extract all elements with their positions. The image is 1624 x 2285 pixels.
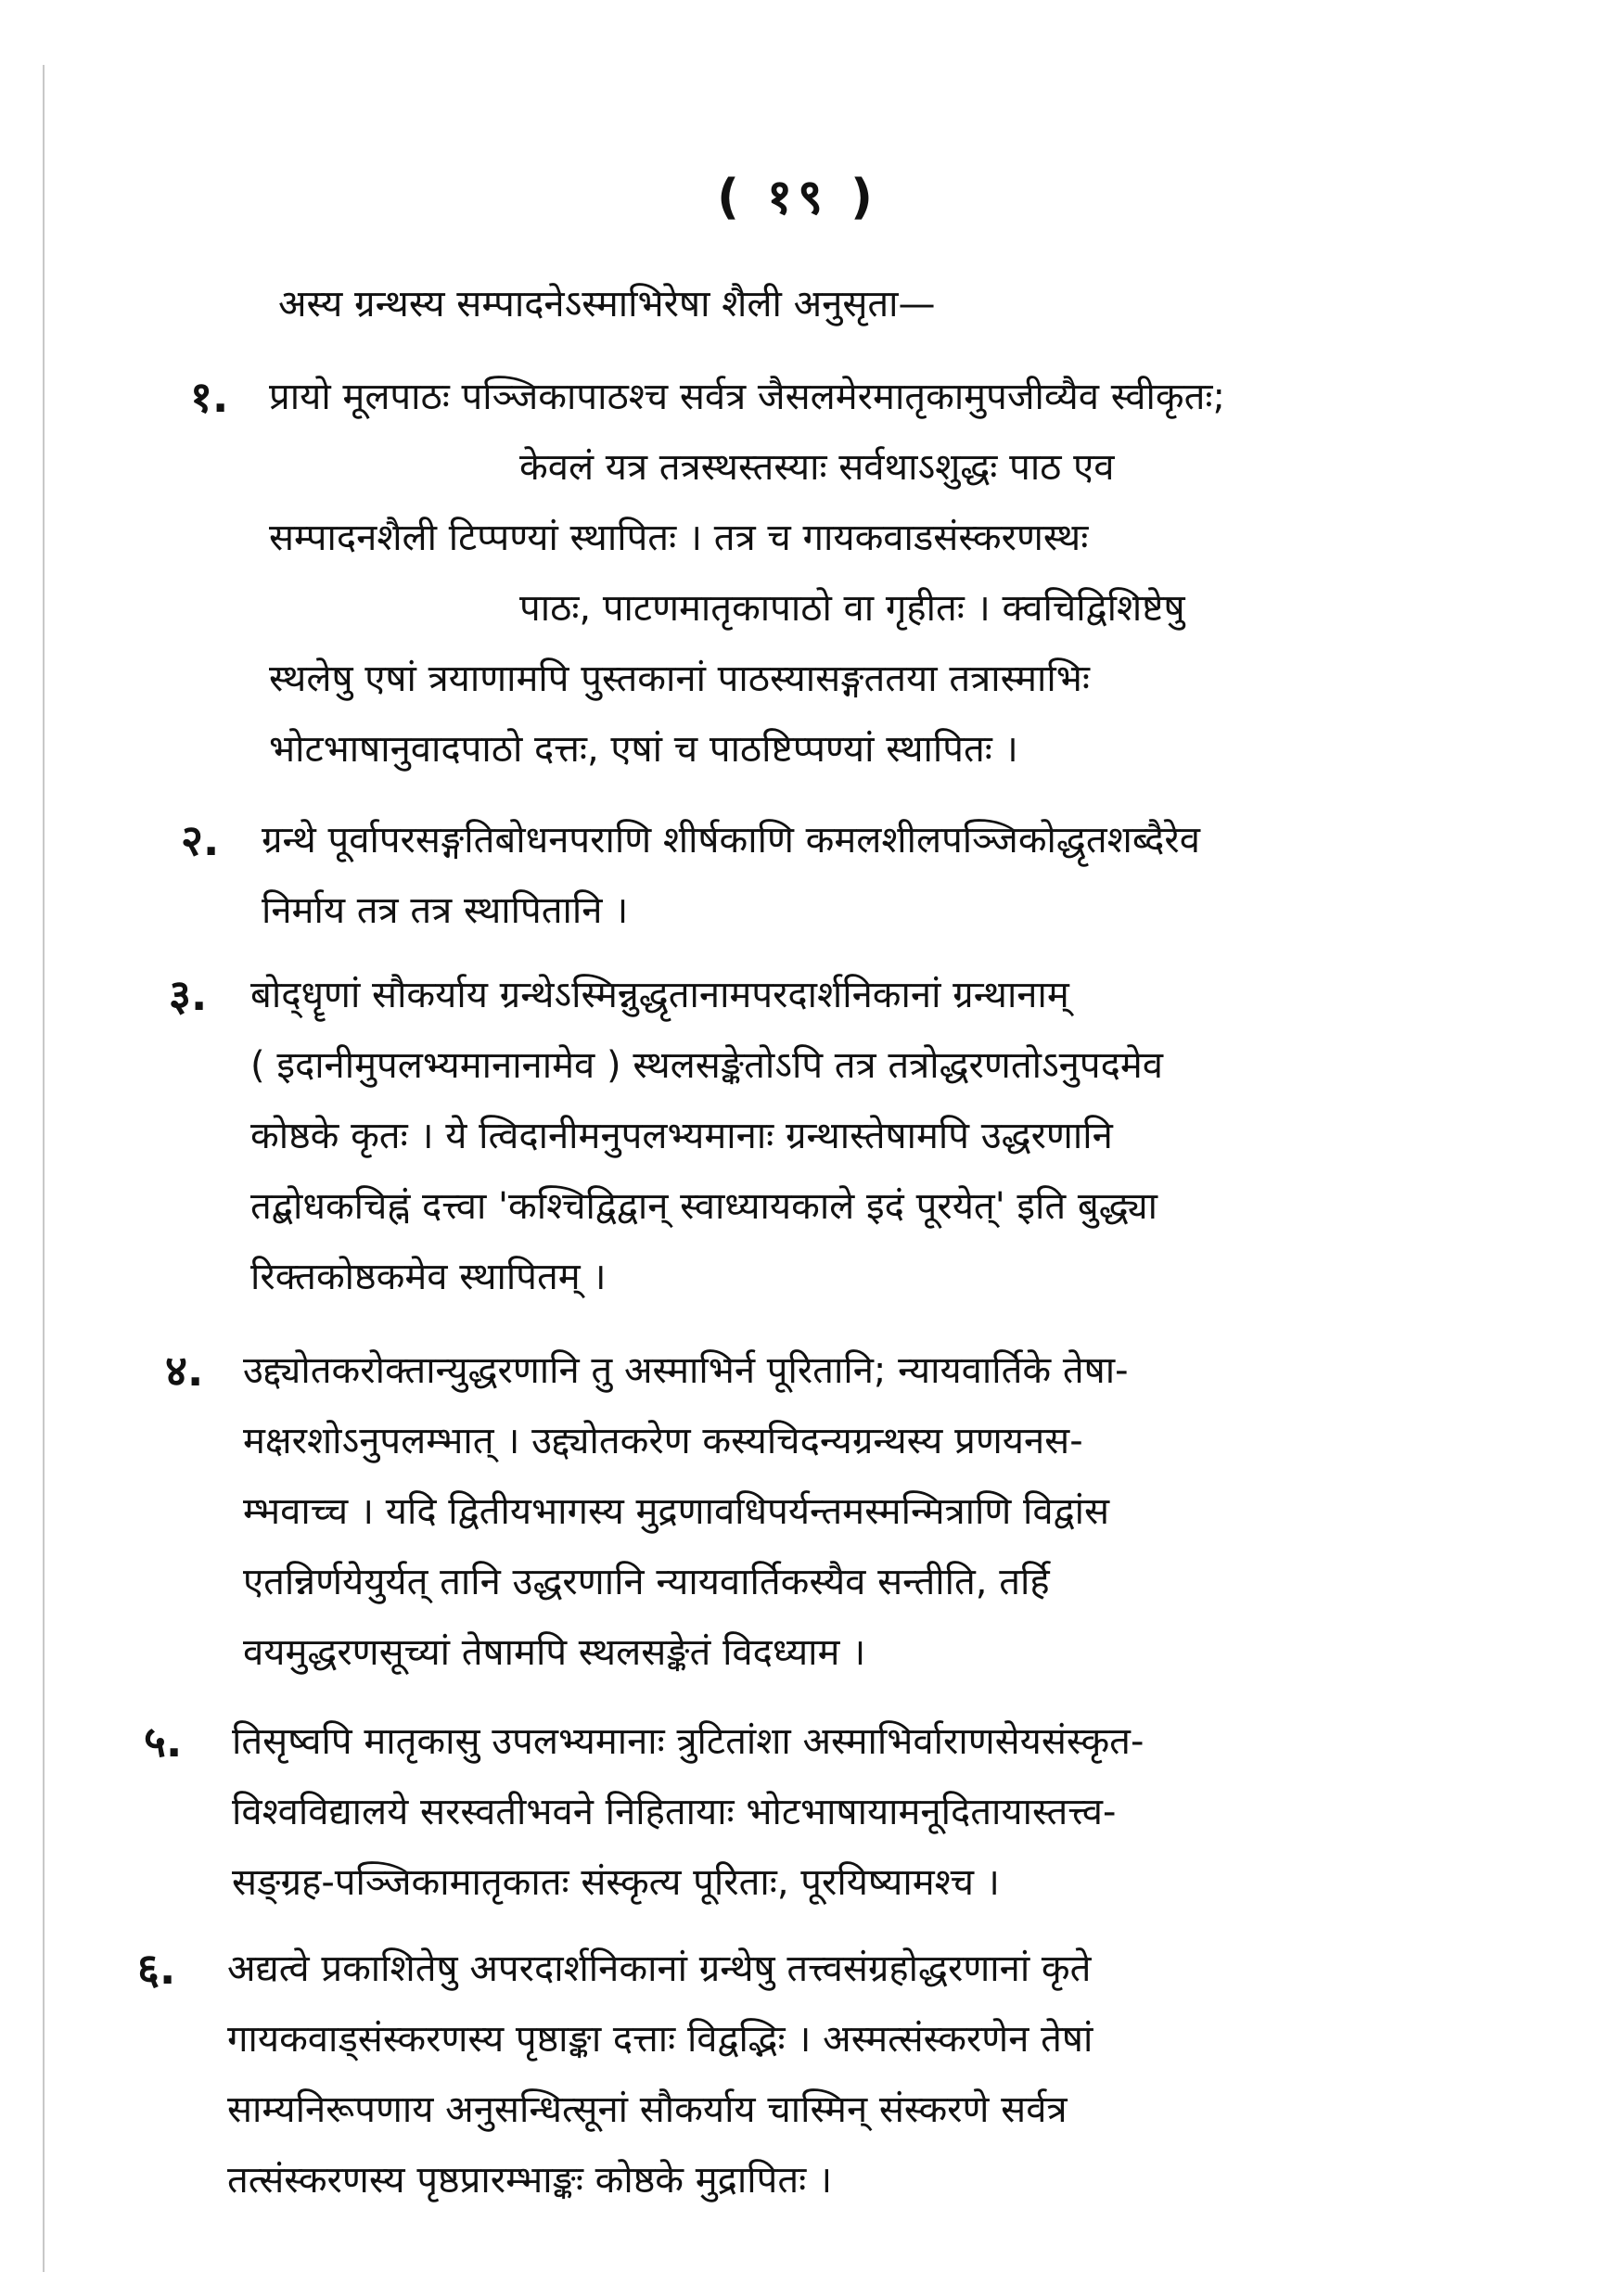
text-line: अद्यत्वे प्रकाशितेषु अपरदार्शनिकानां ग्रन्थेषु तत्त्वसंग्रहोद्धरणानां कृते bbox=[227, 1947, 1092, 1990]
item-text bbox=[227, 1934, 1312, 2215]
item-number: ५. bbox=[144, 1717, 183, 1767]
text-line: उद्द्योतकरोक्तान्युद्धरणानि तु अस्माभिर्न पूरितानि; न्यायवार्तिके तेषा- bbox=[243, 1349, 1129, 1392]
item-text bbox=[269, 362, 1336, 785]
item-number: १. bbox=[190, 372, 229, 422]
text-line: ( इदानीमुपलभ्यमानानामेव ) स्थलसङ्केतोऽपि तत्र तत्रोद्धरणतोऽनुपदमेव bbox=[250, 1044, 1163, 1087]
intro-line: अस्य ग्रन्थस्य सम्पादनेऽस्माभिरेषा शैली अनुसृता— bbox=[278, 283, 936, 326]
item-number: ३. bbox=[169, 970, 208, 1020]
page-number: ( १९ ) bbox=[717, 170, 878, 225]
text-line: साम्यनिरूपणाय अनुसन्धित्सूनां सौकर्याय चास्मिन् संस्करणे सर्वत्र bbox=[227, 2088, 1068, 2131]
item-text bbox=[250, 960, 1331, 1312]
text-line: विश्वविद्यालये सरस्वतीभवने निहितायाः भोटभाषायामनूदितायास्तत्त्व- bbox=[232, 1791, 1117, 1833]
text-line: स्थलेषु एषां त्रयाणामपि पुस्तकानां पाठस्यासङ्गततया तत्रास्माभिः bbox=[269, 657, 1090, 700]
text-line: गायकवाड्संस्करणस्य पृष्ठाङ्का दत्ताः विद्वद्भिः । अस्मत्संस्करणेन तेषां bbox=[227, 2018, 1093, 2061]
text-line: भोटभाषानुवादपाठो दत्तः, एषां च पाठष्टिप्पण्यां स्थापितः । bbox=[269, 728, 1018, 771]
binding-edge-line bbox=[43, 65, 45, 2272]
text-line: निर्माय तत्र तत्र स्थापितानि । bbox=[262, 889, 629, 932]
text-line: सङ्ग्रह-पञ्जिकामातृकातः संस्कृत्य पूरिताः, पूरयिष्यामश्च । bbox=[232, 1861, 1000, 1904]
text-line: रिक्तकोष्ठकमेव स्थापितम् । bbox=[250, 1256, 607, 1298]
text-line: पाठः, पाटणमातृकापाठो वा गृहीतः । क्वचिद्विशिष्टेषु bbox=[519, 587, 1185, 630]
item-text bbox=[262, 805, 1337, 946]
text-line: कोष्ठके कृतः । ये त्विदानीमनुपलभ्यमानाः ग्रन्थास्तेषामपि उद्धरणानि bbox=[250, 1115, 1113, 1157]
text-line: एतन्निर्णयेयुर्यत् तानि उद्धरणानि न्यायवार्तिकस्यैव सन्तीति, तर्हि bbox=[243, 1561, 1050, 1603]
item-text bbox=[243, 1335, 1319, 1688]
text-line: तत्संस्करणस्य पृष्ठप्रारम्भाङ्कः कोष्ठके मुद्रापितः । bbox=[227, 2159, 833, 2202]
text-line: ग्रन्थे पूर्वापरसङ्गतिबोधनपराणि शीर्षकाणि कमलशीलपञ्जिकोद्धृतशब्दैरेव bbox=[262, 819, 1201, 862]
item-number: २. bbox=[181, 815, 220, 865]
text-line: म्भवाच्च । यदि द्वितीयभागस्य मुद्रणावधिपर्यन्तमस्मन्मित्राणि विद्वांस bbox=[243, 1490, 1110, 1533]
text-line: केवलं यत्र तत्रस्थस्तस्याः सर्वथाऽशुद्धः पाठ एव bbox=[519, 446, 1115, 489]
text-line: सम्पादनशैली टिप्पण्यां स्थापितः । तत्र च गायकवाडसंस्करणस्थः bbox=[269, 517, 1089, 559]
item-text bbox=[232, 1706, 1317, 1918]
item-number: ४. bbox=[165, 1346, 204, 1396]
text-line: वयमुद्धरणसूच्यां तेषामपि स्थलसङ्केतं विदध्याम । bbox=[243, 1631, 866, 1674]
text-line: मक्षरशोऽनुपलम्भात् । उद्द्योतकरेण कस्यचिदन्यग्रन्थस्य प्रणयनस- bbox=[243, 1420, 1083, 1462]
item-number: ६. bbox=[137, 1944, 176, 1994]
text-line: बोद्धॄणां सौकर्याय ग्रन्थेऽस्मिन्नुद्धृतानामपरदार्शनिकानां ग्रन्थानाम् bbox=[250, 974, 1069, 1016]
text-line: तिसृष्वपि मातृकासु उपलभ्यमानाः त्रुटितांशा अस्माभिर्वाराणसेयसंस्कृत- bbox=[232, 1720, 1144, 1763]
text-line: प्रायो मूलपाठः पञ्जिकापाठश्च सर्वत्र जैसलमेरमातृकामुपजीव्यैव स्वीकृतः; bbox=[269, 376, 1225, 418]
text-line: तद्बोधकचिह्नं दत्त्वा 'कश्चिद्विद्वान् स्वाध्यायकाले इदं पूरयेत्' इति बुद्ध्या bbox=[250, 1185, 1158, 1228]
